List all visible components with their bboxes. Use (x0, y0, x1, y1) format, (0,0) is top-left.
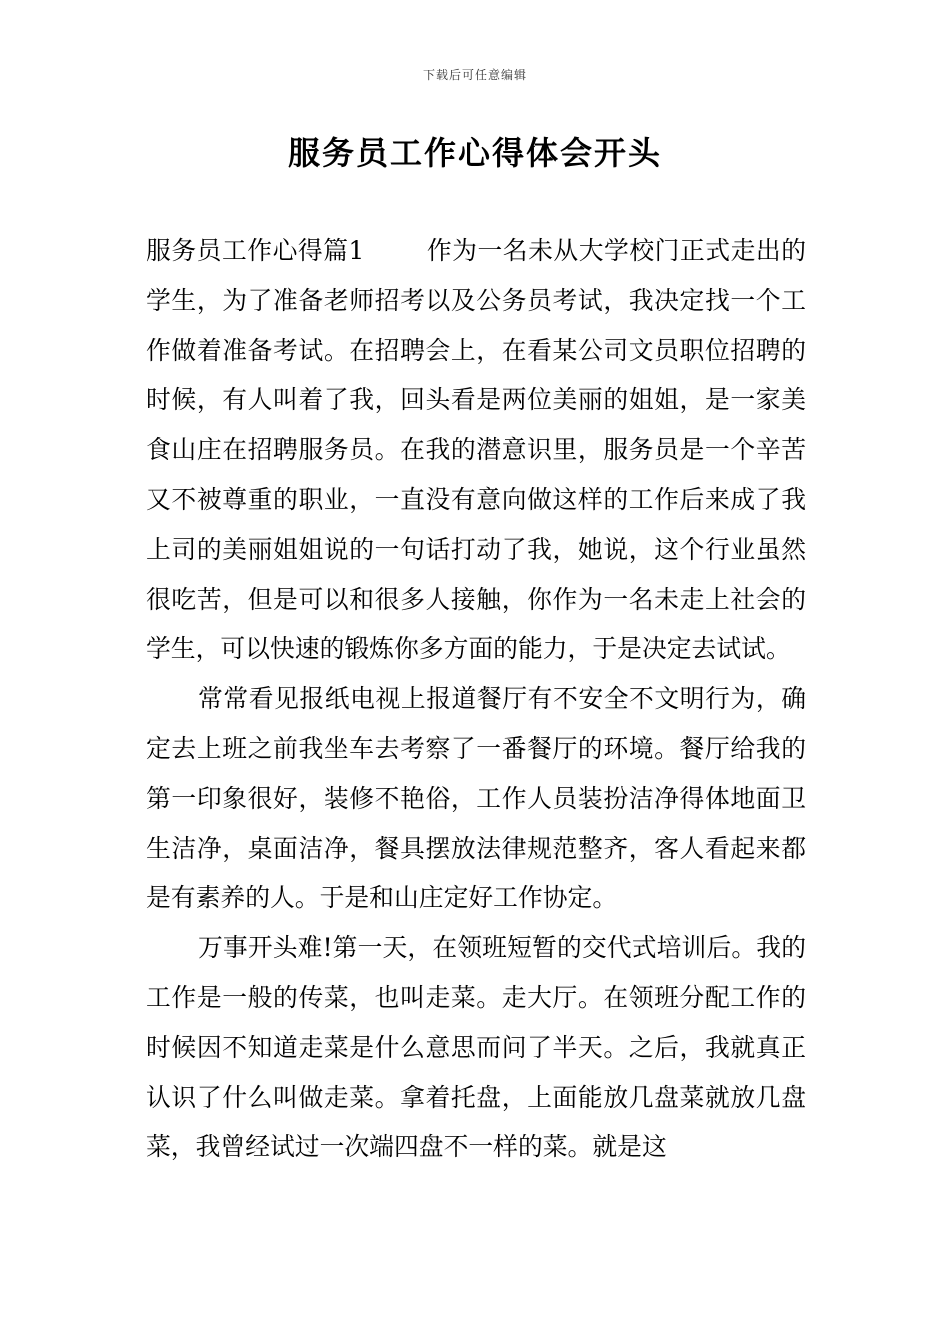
paragraph-2: 常常看见报纸电视上报道餐厅有不安全不文明行为，确定去上班之前我坐车去考察了一番餐厅的环境。餐厅给我的第一印象很好，装修不艳俗，工作人员装扮洁净得体地面卫生洁净，桌面洁净，餐具摆放法律规范整齐，客人看起来都是有素养的人。于是和山庄定好工作协定。 (146, 684, 806, 913)
document-title: 服务员工作心得体会开头 (287, 134, 662, 172)
paragraph-3: 万事开头难!第一天，在领班短暂的交代式培训后。我的工作是一般的传菜，也叫走菜。走大厅。在领班分配工作的时候因不知道走菜是什么意思而问了半天。之后，我就真正认识了什么叫做走菜。拿着托盘，上面能放几盘菜就放几盘菜，我曾经试过一次端四盘不一样的菜。就是这 (146, 933, 806, 1162)
section-label: 服务员工作心得篇1 (146, 236, 365, 265)
header-note: 下载后可任意编辑 (422, 68, 527, 82)
document-body (146, 226, 806, 1172)
paragraph-1-text: 作为一名未从大学校门正式走出的学生，为了准备老师招考以及公务员考试，我决定找一个工作做着准备考试。在招聘会上，在看某公司文员职位招聘的时候，有人叫着了我，回头看是两位美丽的姐姐，是一家美食山庄在招聘服务员。在我的潜意识里，服务员是一个辛苦又不被尊重的职业，一直没有意向做这样的工作后来成了我上司的美丽姐姐说的一句话打动了我，她说，这个行业虽然很吃苦，但是可以和很多人接触，你作为一名未走上社会的学生，可以快速的锻炼你多方面的能力，于是决定去试试。 (146, 236, 806, 664)
paragraph-1 (146, 226, 806, 674)
